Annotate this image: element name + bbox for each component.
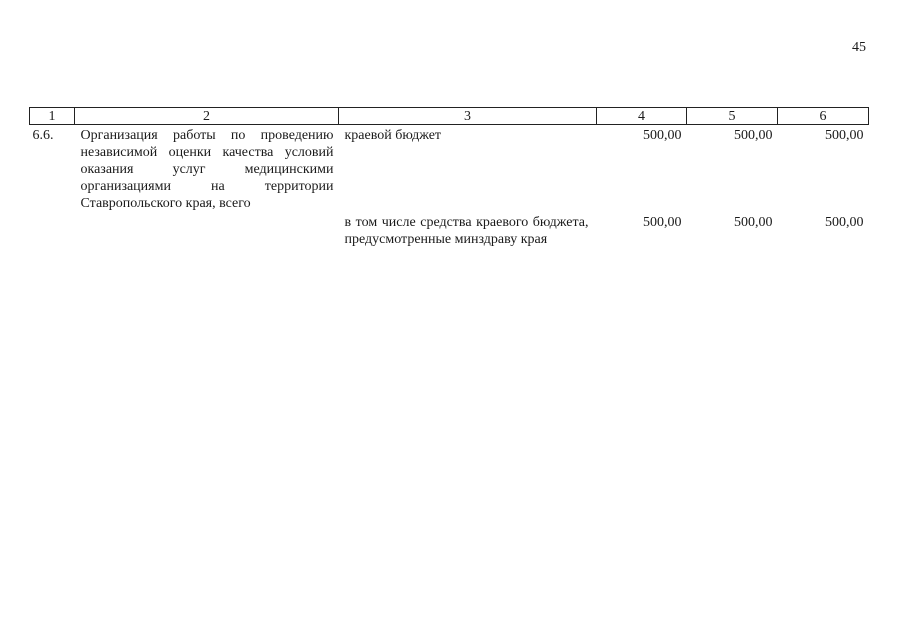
funding-source: в том числе средства краевого бюджета, предусмотренные минздраву края: [344, 215, 589, 247]
value-col-5: 500,00: [734, 215, 773, 230]
value-col-6: 500,00: [825, 215, 864, 230]
item-code: [30, 212, 75, 248]
column-header-2: 2: [75, 108, 339, 125]
value-col-4: 500,00: [643, 215, 682, 230]
value-col-5: 500,00: [734, 128, 773, 143]
budget-table: [29, 107, 869, 248]
item-description: [75, 212, 339, 248]
column-header-4: 4: [597, 108, 687, 125]
table-row: [30, 212, 869, 248]
column-header-5: 5: [687, 108, 778, 125]
column-header-6: 6: [778, 108, 869, 125]
item-code: 6.6.: [32, 128, 54, 143]
value-col-6: 500,00: [825, 128, 864, 143]
page-number: 45: [852, 40, 866, 55]
table-row: [30, 125, 869, 213]
value-col-4: 500,00: [643, 128, 682, 143]
column-header-3: 3: [339, 108, 597, 125]
header-row: [30, 108, 869, 125]
item-description: Организация работы по проведению независимой оценки качества условий оказания услуг медицинскими организациями на территории Ставропольского края, всего: [80, 128, 334, 211]
funding-source: краевой бюджет: [344, 128, 442, 143]
column-header-1: 1: [30, 108, 75, 125]
